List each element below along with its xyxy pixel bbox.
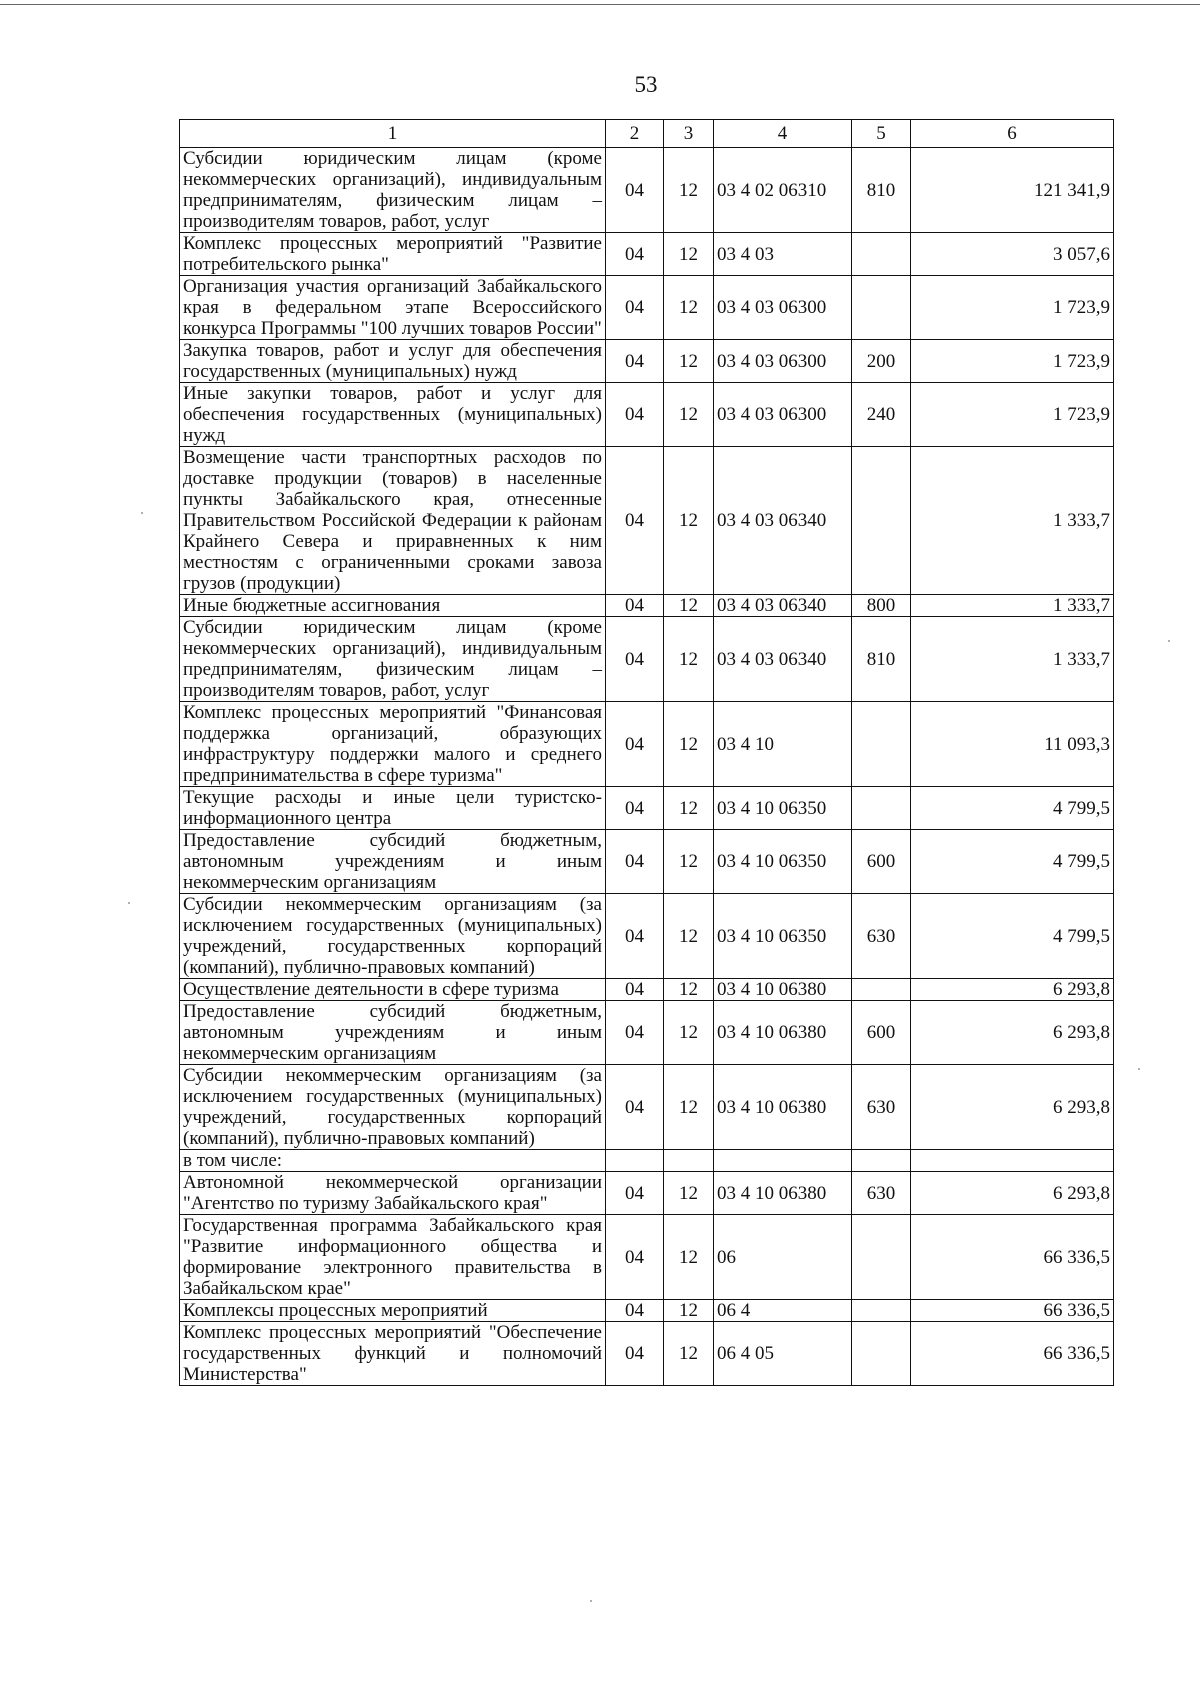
- subsection-code: 12: [664, 787, 714, 830]
- amount: 4 799,5: [911, 830, 1114, 894]
- header-col-5: 5: [852, 120, 911, 148]
- header-col-3: 3: [664, 120, 714, 148]
- scan-speck: [1168, 640, 1170, 642]
- scan-speck: [590, 1600, 592, 1602]
- expense-type-code: 630: [852, 1172, 911, 1215]
- subsection-code: 12: [664, 979, 714, 1001]
- subsection-code: 12: [664, 894, 714, 979]
- subsection-code: 12: [664, 1322, 714, 1386]
- table-row: [180, 1322, 1114, 1386]
- amount: 1 723,9: [911, 276, 1114, 340]
- table-row: [180, 148, 1114, 233]
- section-code: 04: [606, 447, 664, 595]
- section-code: [606, 1150, 664, 1172]
- item-name: Субсидии юридическим лицам (кроме некоммерческих организаций), индивидуальным предпринимателям, физическим лицам – производителям товаров, работ, услуг: [180, 148, 606, 233]
- table-row: [180, 617, 1114, 702]
- item-name: Организация участия организаций Забайкальского края в федеральном этапе Всероссийского конкурса Программы "100 лучших товаров России": [180, 276, 606, 340]
- section-code: 04: [606, 1215, 664, 1300]
- table-row: [180, 787, 1114, 830]
- expense-type-code: 810: [852, 617, 911, 702]
- item-name: Осуществление деятельности в сфере туризма: [180, 979, 606, 1001]
- item-name: Предоставление субсидий бюджетным, автономным учреждениям и иным некоммерческим организациям: [180, 1001, 606, 1065]
- target-article-code: 03 4 10 06350: [714, 894, 852, 979]
- expense-type-code: [852, 1215, 911, 1300]
- subsection-code: 12: [664, 702, 714, 787]
- table-row: [180, 1215, 1114, 1300]
- section-code: 04: [606, 830, 664, 894]
- expense-type-code: [852, 787, 911, 830]
- item-name: Комплекс процессных мероприятий "Обеспечение государственных функций и полномочий Министерства": [180, 1322, 606, 1386]
- item-name: Предоставление субсидий бюджетным, автономным учреждениям и иным некоммерческим организациям: [180, 830, 606, 894]
- target-article-code: 03 4 03 06300: [714, 340, 852, 383]
- subsection-code: [664, 1150, 714, 1172]
- expense-type-code: [852, 233, 911, 276]
- subsection-code: 12: [664, 830, 714, 894]
- amount: 6 293,8: [911, 979, 1114, 1001]
- amount: 66 336,5: [911, 1300, 1114, 1322]
- table-row: [180, 276, 1114, 340]
- subsection-code: 12: [664, 1172, 714, 1215]
- target-article-code: 06: [714, 1215, 852, 1300]
- section-code: 04: [606, 894, 664, 979]
- subsection-code: 12: [664, 148, 714, 233]
- table-row: [180, 383, 1114, 447]
- header-col-1: 1: [180, 120, 606, 148]
- amount: 4 799,5: [911, 787, 1114, 830]
- section-code: 04: [606, 979, 664, 1001]
- target-article-code: 03 4 03 06340: [714, 617, 852, 702]
- expense-type-code: [852, 1300, 911, 1322]
- expense-type-code: 800: [852, 595, 911, 617]
- scan-speck: [141, 512, 143, 514]
- expense-type-code: 630: [852, 894, 911, 979]
- item-name: Возмещение части транспортных расходов по доставке продукции (товаров) в населенные пункты Забайкальского края, отнесенные Правительством Российской Федерации к районам Крайнего Севера и приравненных к ним местностям с ограниченными сроками завоза грузов (продукции): [180, 447, 606, 595]
- item-name: Субсидии юридическим лицам (кроме некоммерческих организаций), индивидуальным предпринимателям, физическим лицам – производителям товаров, работ, услуг: [180, 617, 606, 702]
- expense-type-code: [852, 447, 911, 595]
- table-row: [180, 894, 1114, 979]
- target-article-code: 03 4 10: [714, 702, 852, 787]
- target-article-code: 03 4 02 06310: [714, 148, 852, 233]
- page-number: 53: [634, 72, 658, 97]
- item-name: Субсидии некоммерческим организациям (за исключением государственных (муниципальных) учреждений, государственных корпораций (компаний), публично-правовых компаний): [180, 1065, 606, 1150]
- budget-table: [179, 119, 1114, 1386]
- section-code: 04: [606, 340, 664, 383]
- item-name: Иные бюджетные ассигнования: [180, 595, 606, 617]
- expense-type-code: 600: [852, 1001, 911, 1065]
- amount: 6 293,8: [911, 1065, 1114, 1150]
- section-code: 04: [606, 702, 664, 787]
- amount: 6 293,8: [911, 1001, 1114, 1065]
- target-article-code: 03 4 03 06300: [714, 276, 852, 340]
- table-row: [180, 1150, 1114, 1172]
- item-name: Закупка товаров, работ и услуг для обеспечения государственных (муниципальных) нужд: [180, 340, 606, 383]
- section-code: 04: [606, 233, 664, 276]
- expense-type-code: 200: [852, 340, 911, 383]
- section-code: 04: [606, 595, 664, 617]
- subsection-code: 12: [664, 1065, 714, 1150]
- amount: 1 333,7: [911, 447, 1114, 595]
- section-code: 04: [606, 383, 664, 447]
- expense-type-code: [852, 702, 911, 787]
- header-col-4: 4: [714, 120, 852, 148]
- section-code: 04: [606, 787, 664, 830]
- header-col-2: 2: [606, 120, 664, 148]
- scan-speck: [128, 902, 130, 904]
- item-name: Автономной некоммерческой организации "Агентство по туризму Забайкальского края": [180, 1172, 606, 1215]
- expense-type-code: [852, 276, 911, 340]
- table-row: [180, 830, 1114, 894]
- expense-type-code: 600: [852, 830, 911, 894]
- item-name: Комплекс процессных мероприятий "Финансовая поддержка организаций, образующих инфраструктуру поддержки малого и среднего предпринимательства в сфере туризма": [180, 702, 606, 787]
- target-article-code: 03 4 03 06340: [714, 447, 852, 595]
- section-code: 04: [606, 1065, 664, 1150]
- amount: 66 336,5: [911, 1322, 1114, 1386]
- table-row: [180, 1172, 1114, 1215]
- table-row: [180, 702, 1114, 787]
- subsection-code: 12: [664, 595, 714, 617]
- expense-type-code: [852, 1150, 911, 1172]
- section-code: 04: [606, 148, 664, 233]
- item-name: Иные закупки товаров, работ и услуг для обеспечения государственных (муниципальных) нужд: [180, 383, 606, 447]
- target-article-code: 06 4: [714, 1300, 852, 1322]
- expense-type-code: [852, 1322, 911, 1386]
- table-row: [180, 1001, 1114, 1065]
- subsection-code: 12: [664, 340, 714, 383]
- table-row: [180, 979, 1114, 1001]
- amount: [911, 1150, 1114, 1172]
- target-article-code: 06 4 05: [714, 1322, 852, 1386]
- subsection-code: 12: [664, 1001, 714, 1065]
- amount: 11 093,3: [911, 702, 1114, 787]
- expense-type-code: 630: [852, 1065, 911, 1150]
- item-name: Текущие расходы и иные цели туристско-информационного центра: [180, 787, 606, 830]
- subsection-code: 12: [664, 1300, 714, 1322]
- target-article-code: 03 4 10 06380: [714, 1001, 852, 1065]
- expense-type-code: 240: [852, 383, 911, 447]
- top-scan-rule: [0, 4, 1200, 5]
- header-row: [180, 120, 1114, 148]
- target-article-code: 03 4 03 06300: [714, 383, 852, 447]
- target-article-code: [714, 1150, 852, 1172]
- expense-type-code: 810: [852, 148, 911, 233]
- expense-type-code: [852, 979, 911, 1001]
- table-row: [180, 1065, 1114, 1150]
- amount: 66 336,5: [911, 1215, 1114, 1300]
- item-name: Государственная программа Забайкальского края "Развитие информационного общества и формирование электронного правительства в Забайкальском крае": [180, 1215, 606, 1300]
- header-col-6: 6: [911, 120, 1114, 148]
- subsection-code: 12: [664, 1215, 714, 1300]
- subsection-code: 12: [664, 276, 714, 340]
- amount: 6 293,8: [911, 1172, 1114, 1215]
- table-row: [180, 447, 1114, 595]
- table-row: [180, 340, 1114, 383]
- amount: 1 723,9: [911, 383, 1114, 447]
- scan-speck: [1138, 1068, 1140, 1070]
- amount: 121 341,9: [911, 148, 1114, 233]
- table-row: [180, 595, 1114, 617]
- subsection-code: 12: [664, 447, 714, 595]
- section-code: 04: [606, 1001, 664, 1065]
- item-name: Комплекс процессных мероприятий "Развитие потребительского рынка": [180, 233, 606, 276]
- item-name: в том числе:: [180, 1150, 606, 1172]
- target-article-code: 03 4 03 06340: [714, 595, 852, 617]
- amount: 1 723,9: [911, 340, 1114, 383]
- section-code: 04: [606, 1172, 664, 1215]
- amount: 1 333,7: [911, 617, 1114, 702]
- amount: 3 057,6: [911, 233, 1114, 276]
- target-article-code: 03 4 10 06380: [714, 1065, 852, 1150]
- item-name: Субсидии некоммерческим организациям (за исключением государственных (муниципальных) учреждений, государственных корпораций (компаний), публично-правовых компаний): [180, 894, 606, 979]
- target-article-code: 03 4 10 06380: [714, 979, 852, 1001]
- target-article-code: 03 4 10 06380: [714, 1172, 852, 1215]
- section-code: 04: [606, 1300, 664, 1322]
- amount: 4 799,5: [911, 894, 1114, 979]
- section-code: 04: [606, 1322, 664, 1386]
- subsection-code: 12: [664, 383, 714, 447]
- table-row: [180, 233, 1114, 276]
- section-code: 04: [606, 276, 664, 340]
- target-article-code: 03 4 10 06350: [714, 787, 852, 830]
- subsection-code: 12: [664, 617, 714, 702]
- target-article-code: 03 4 03: [714, 233, 852, 276]
- item-name: Комплексы процессных мероприятий: [180, 1300, 606, 1322]
- section-code: 04: [606, 617, 664, 702]
- target-article-code: 03 4 10 06350: [714, 830, 852, 894]
- amount: 1 333,7: [911, 595, 1114, 617]
- table-row: [180, 1300, 1114, 1322]
- subsection-code: 12: [664, 233, 714, 276]
